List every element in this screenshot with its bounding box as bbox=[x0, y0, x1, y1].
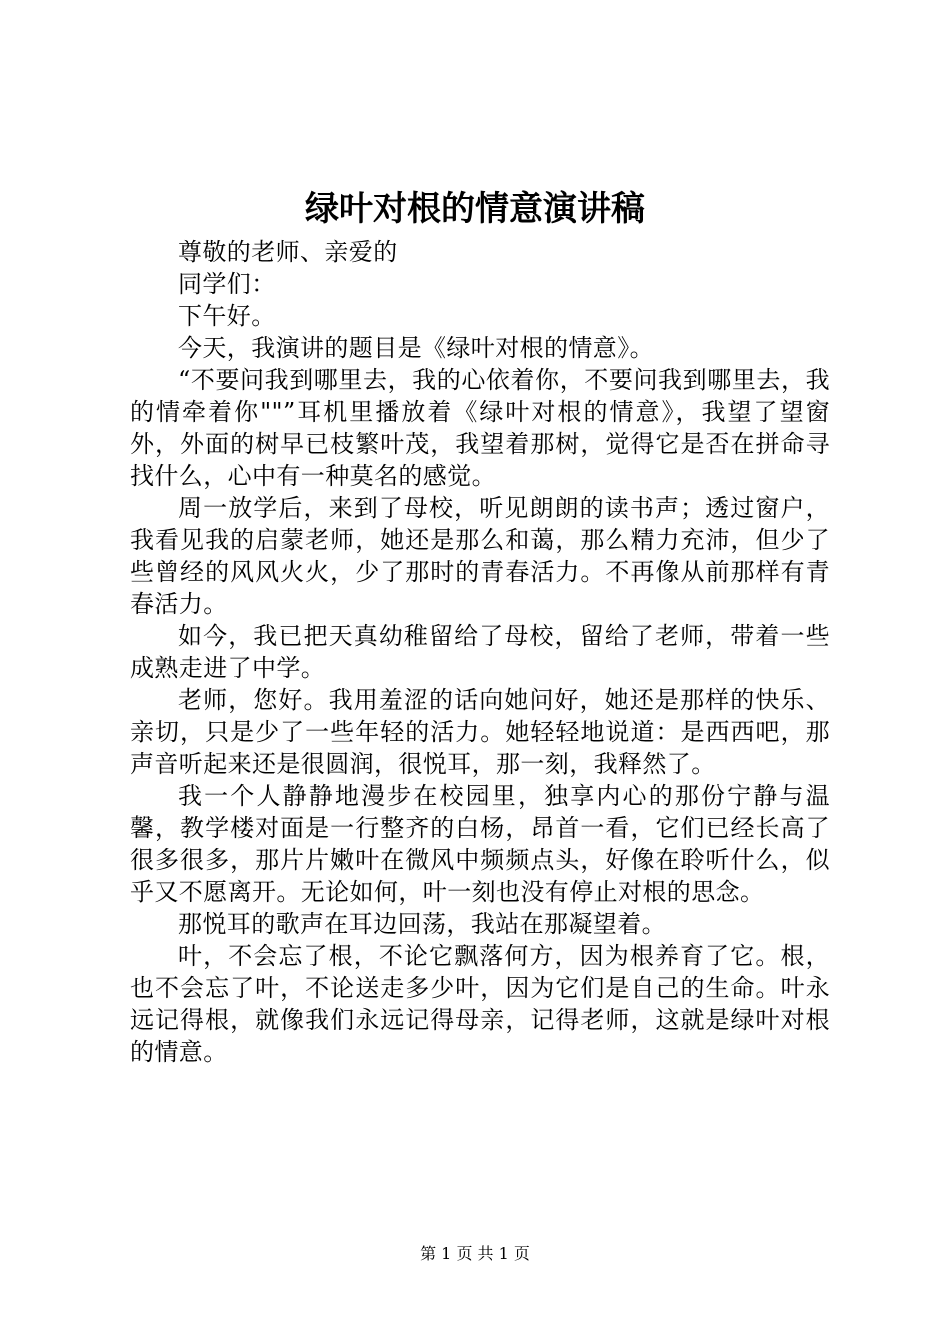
paragraph: 老师，您好。我用羞涩的话向她问好，她还是那样的快乐、亲切，只是少了一些年轻的活力。她轻轻地说道：是西西吧，那声音听起来还是很圆润，很悦耳，那一刻，我释然了。 bbox=[130, 686, 830, 778]
paragraph: 同学们： bbox=[178, 270, 276, 298]
paragraph: 周一放学后，来到了母校，听见朗朗的读书声；透过窗户，我看见我的启蒙老师，她还是那么和蔼，那么精力充沛，但少了些曾经的风风火火，少了那时的青春活力。不再像从前那样有青春活力。 bbox=[130, 494, 830, 618]
document-body bbox=[130, 236, 830, 1068]
page-footer: 第 1 页 共 1 页 bbox=[420, 1244, 530, 1263]
paragraph: 尊敬的老师、亲爱的 bbox=[178, 238, 398, 266]
paragraph: 叶，不会忘了根，不论它飘落何方，因为根养育了它。根，也不会忘了叶，不论送走多少叶，因为它们是自己的生命。叶永远记得根，就像我们永远记得母亲，记得老师，这就是绿叶对根的情意。 bbox=[130, 942, 830, 1066]
paragraph: 今天，我演讲的题目是《绿叶对根的情意》。 bbox=[178, 334, 654, 362]
document-title: 绿叶对根的情意演讲稿 bbox=[305, 189, 645, 229]
paragraph: “不要问我到哪里去，我的心依着你，不要问我到哪里去，我的情牵着你""”耳机里播放着《绿叶对根的情意》，我望了望窗外，外面的树早已枝繁叶茂，我望着那树，觉得它是否在拼命寻找什么，心中有一种莫名的感觉。 bbox=[130, 366, 830, 490]
paragraph: 如今，我已把天真幼稚留给了母校，留给了老师，带着一些成熟走进了中学。 bbox=[130, 622, 830, 682]
paragraph: 下午好。 bbox=[178, 302, 276, 330]
paragraph: 那悦耳的歌声在耳边回荡，我站在那凝望着。 bbox=[178, 910, 666, 938]
paragraph: 我一个人静静地漫步在校园里，独享内心的那份宁静与温馨，教学楼对面是一行整齐的白杨，昂首一看，它们已经长高了很多很多，那片片嫩叶在微风中频频点头，好像在聆听什么，似乎又不愿离开。无论如何，叶一刻也没有停止对根的思念。 bbox=[130, 782, 830, 906]
